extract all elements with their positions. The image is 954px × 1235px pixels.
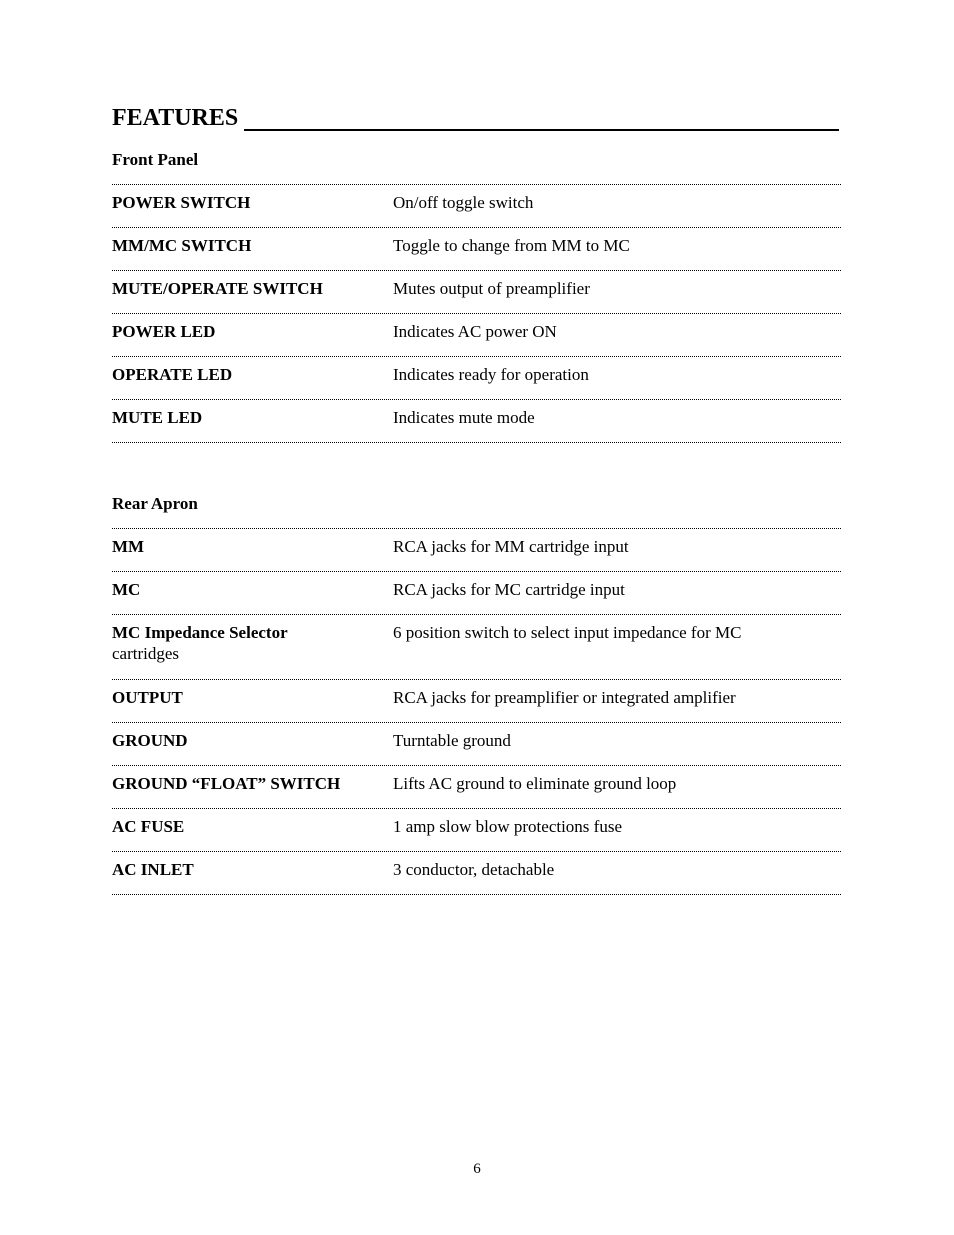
rear-apron-section bbox=[112, 494, 841, 895]
feature-row-mm bbox=[112, 529, 841, 563]
rear-apron-heading: Rear Apron bbox=[112, 494, 198, 513]
feature-term: MUTE/OPERATE SWITCH bbox=[112, 279, 323, 298]
feature-row-mute-operate-switch bbox=[112, 271, 841, 305]
feature-row-mc-impedance-selector bbox=[112, 615, 841, 671]
title-rule bbox=[244, 129, 839, 131]
feature-desc: RCA jacks for MC cartridge input bbox=[393, 580, 625, 599]
feature-term: MM bbox=[112, 537, 145, 556]
feature-term: POWER SWITCH bbox=[112, 193, 251, 212]
dotted-divider bbox=[112, 434, 841, 443]
title-text: FEATURES bbox=[112, 105, 239, 131]
feature-term: OPERATE LED bbox=[112, 365, 233, 384]
feature-term: MM/MC SWITCH bbox=[112, 236, 252, 255]
feature-row-output bbox=[112, 680, 841, 714]
dotted-divider bbox=[112, 671, 841, 680]
feature-desc: Toggle to change from MM to MC bbox=[393, 236, 630, 255]
front-panel-heading: Front Panel bbox=[112, 150, 199, 169]
dotted-divider bbox=[112, 520, 841, 529]
feature-term: MC Impedance Selector bbox=[112, 623, 288, 642]
feature-desc: 3 conductor, detachable bbox=[393, 860, 555, 879]
front-panel-section bbox=[112, 150, 841, 443]
feature-desc: 1 amp slow blow protections fuse bbox=[393, 817, 622, 836]
dotted-divider bbox=[112, 348, 841, 357]
feature-row-operate-led bbox=[112, 357, 841, 391]
dotted-divider bbox=[112, 305, 841, 314]
feature-row-power-led bbox=[112, 314, 841, 348]
feature-row-mute-led bbox=[112, 400, 841, 434]
feature-desc: Mutes output of preamplifier bbox=[393, 279, 590, 298]
dotted-divider bbox=[112, 262, 841, 271]
dotted-divider bbox=[112, 800, 841, 809]
feature-term: MUTE LED bbox=[112, 408, 203, 427]
feature-row-mm-mc-switch bbox=[112, 228, 841, 262]
feature-term: MC bbox=[112, 580, 141, 599]
feature-desc: Lifts AC ground to eliminate ground loop bbox=[393, 774, 677, 793]
feature-desc: On/off toggle switch bbox=[393, 193, 534, 212]
feature-desc: Indicates ready for operation bbox=[393, 365, 589, 384]
dotted-divider bbox=[112, 886, 841, 895]
dotted-divider bbox=[112, 757, 841, 766]
feature-row-ground bbox=[112, 723, 841, 757]
feature-term: OUTPUT bbox=[112, 688, 183, 707]
dotted-divider bbox=[112, 714, 841, 723]
feature-term: AC FUSE bbox=[112, 817, 185, 836]
dotted-divider bbox=[112, 176, 841, 185]
feature-row-ground-float-switch bbox=[112, 766, 841, 800]
feature-row-ac-inlet bbox=[112, 852, 841, 886]
feature-term: GROUND “FLOAT” SWITCH bbox=[112, 774, 341, 793]
page-title bbox=[112, 100, 839, 132]
dotted-divider bbox=[112, 843, 841, 852]
dotted-divider bbox=[112, 219, 841, 228]
feature-term: AC INLET bbox=[112, 860, 194, 879]
feature-desc-continuation: cartridges bbox=[112, 644, 180, 663]
dotted-divider bbox=[112, 391, 841, 400]
feature-desc: RCA jacks for MM cartridge input bbox=[393, 537, 629, 556]
feature-row-power-switch bbox=[112, 185, 841, 219]
feature-desc: Turntable ground bbox=[393, 731, 511, 750]
feature-row-mc bbox=[112, 572, 841, 606]
feature-term: POWER LED bbox=[112, 322, 216, 341]
feature-desc: 6 position switch to select input impedance for MC bbox=[393, 623, 742, 642]
feature-desc: RCA jacks for preamplifier or integrated amplifier bbox=[393, 688, 736, 707]
page-number: 6 bbox=[473, 1161, 481, 1177]
feature-term: GROUND bbox=[112, 731, 188, 750]
feature-desc: Indicates AC power ON bbox=[393, 322, 557, 341]
dotted-divider bbox=[112, 563, 841, 572]
feature-row-ac-fuse bbox=[112, 809, 841, 843]
feature-desc: Indicates mute mode bbox=[393, 408, 535, 427]
dotted-divider bbox=[112, 606, 841, 615]
